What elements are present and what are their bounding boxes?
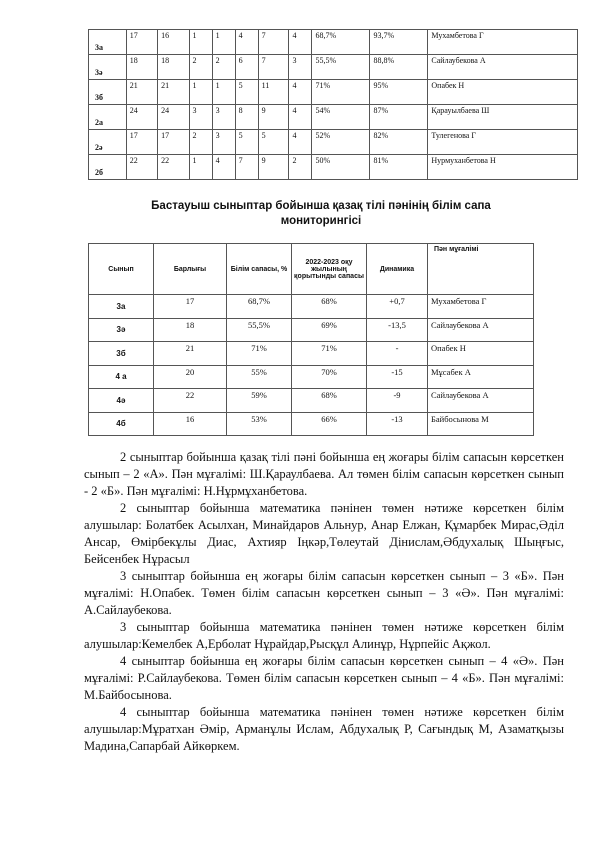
table-cell: 4	[289, 30, 312, 55]
table-cell: Қарауылбаева Ш	[428, 105, 578, 130]
table-cell: 22	[154, 389, 227, 413]
table-cell: 55,5%	[227, 318, 292, 342]
table-cell: 4	[235, 30, 258, 55]
section-title: Бастауыш сыныптар бойынша қазақ тілі пәнінің білім сапа мониторингісі	[151, 200, 491, 227]
table-cell: 3ә	[89, 318, 154, 342]
table-cell: 2б	[89, 155, 127, 180]
table-cell: Тулегенова Г	[428, 130, 578, 155]
table-cell: 93,7%	[370, 30, 428, 55]
table-cell: 5	[235, 130, 258, 155]
table-cell: 24	[158, 105, 189, 130]
table-cell: -9	[367, 389, 428, 413]
table-cell: 3а	[89, 30, 127, 55]
column-header: Барлығы	[154, 244, 227, 295]
paragraph: 2 сыныптар бойынша математика пәнінен төмен нәтиже көрсеткен білім алушылар: Болатбек Асылхан, Минайдаров Альнур, Анар Елжан, Құмарбек Мирас,Әділ Ансар, Өмірбекұлы Диас, Ахтияр Іңкәр,Төлеутай Дінислам,Әбдухалық Шыңғыс, Бейсенбек Нұрасыл	[84, 501, 564, 566]
table-cell: 1	[189, 80, 212, 105]
table-cell: Нурмуханбетова Н	[428, 155, 578, 180]
table-cell: 4	[289, 80, 312, 105]
table-cell: 22	[126, 155, 157, 180]
table-cell: 11	[258, 80, 289, 105]
table-cell: 7	[258, 55, 289, 80]
table-row	[89, 365, 534, 389]
table-row	[89, 412, 534, 436]
table-cell: 21	[126, 80, 157, 105]
table-cell: 59%	[227, 389, 292, 413]
table-cell: 18	[158, 55, 189, 80]
table-cell: 68,7%	[312, 30, 370, 55]
table-cell: 55,5%	[312, 55, 370, 80]
table-row	[89, 130, 578, 155]
table-row	[89, 318, 534, 342]
table-cell: 3б	[89, 342, 154, 366]
table-cell: 54%	[312, 105, 370, 130]
table-cell: 53%	[227, 412, 292, 436]
table-cell: 1	[212, 80, 235, 105]
table-cell: Опабек Н	[428, 80, 578, 105]
column-header: Сынып	[89, 244, 154, 295]
table-cell: 2ә	[89, 130, 127, 155]
table-cell: 18	[126, 55, 157, 80]
table-cell: Сайлаубекова А	[428, 318, 534, 342]
table-cell: 3	[289, 55, 312, 80]
table-cell: 22	[158, 155, 189, 180]
table-cell: 68%	[292, 295, 367, 319]
table-cell: 9	[258, 155, 289, 180]
column-header: Динамика	[367, 244, 428, 295]
table-cell: 8	[235, 105, 258, 130]
table-cell: 81%	[370, 155, 428, 180]
table-header-row	[89, 244, 534, 295]
table-row	[89, 155, 578, 180]
table-cell: 1	[189, 155, 212, 180]
table-row	[89, 30, 578, 55]
table-cell: 9	[258, 105, 289, 130]
monitoring-table	[88, 243, 534, 436]
table-row	[89, 80, 578, 105]
table-row	[89, 295, 534, 319]
table-cell: 17	[154, 295, 227, 319]
table-cell: 2	[189, 55, 212, 80]
table-cell: Сайлаубекова А	[428, 55, 578, 80]
table-cell: -15	[367, 365, 428, 389]
table-cell: 70%	[292, 365, 367, 389]
table-cell: 24	[126, 105, 157, 130]
table-cell: 52%	[312, 130, 370, 155]
results-table	[88, 29, 578, 180]
table-cell: 88,8%	[370, 55, 428, 80]
table-cell: 4ә	[89, 389, 154, 413]
table-cell: 4б	[89, 412, 154, 436]
table-cell: 4	[212, 155, 235, 180]
table-cell: 3	[212, 105, 235, 130]
paragraph: 2 сыныптар бойынша қазақ тілі пәні бойынша ең жоғары білім сапасын көрсеткен сынып – 2 «А». Пән мұғалімі: Ш.Қараулбаева. Ал төмен білім сапасын көрсеткен сынып - 2 «Б». Пән мұғалімі: Н.Нұрмұханбетова.	[84, 450, 564, 498]
table-cell: 7	[258, 30, 289, 55]
table-cell: Мухамбетова Г	[428, 30, 578, 55]
table-cell: 3	[212, 130, 235, 155]
column-header: Пән мұғалімі	[428, 244, 534, 295]
column-header: 2022-2023 оқу жылының қорытынды сапасы	[292, 244, 367, 295]
paragraph: 3 сыныптар бойынша ең жоғары білім сапасын көрсеткен сынып – 3 «Б». Пән мұғалімі: Н.Опабек. Төмен білім сапасын көрсеткен сынып – 3 «Ә». Пән мұғалімі: А.Сайлаубекова.	[84, 569, 564, 617]
table-cell: -13,5	[367, 318, 428, 342]
table-cell: Байбосынова М	[428, 412, 534, 436]
table-cell: 16	[154, 412, 227, 436]
body-text	[84, 449, 564, 755]
table-cell: 68%	[292, 389, 367, 413]
table-cell: 16	[158, 30, 189, 55]
table-cell: 3	[189, 105, 212, 130]
table-cell: 2	[212, 55, 235, 80]
table-cell: 55%	[227, 365, 292, 389]
table-cell: -	[367, 342, 428, 366]
table-cell: 66%	[292, 412, 367, 436]
paragraph: 3 сыныптар бойынша математика пәнінен төмен нәтиже көрсеткен білім алушылар:Кемелбек А,Ерболат Нұрайдар,Рысқұл Алинұр, Нұрпейіс Ақжол.	[84, 620, 564, 651]
table-cell: 17	[126, 130, 157, 155]
table-cell: 18	[154, 318, 227, 342]
table-row	[89, 105, 578, 130]
table-cell: 3ә	[89, 55, 127, 80]
table-cell: 68,7%	[227, 295, 292, 319]
paragraph: 4 сыныптар бойынша ең жоғары білім сапасын көрсеткен сынып – 4 «Ә». Пән мұғалімі: Р.Сайлаубекова. Төмен білім сапасын көрсеткен сынып – 4 «Б». Пән мұғалімі: М.Байбосынова.	[84, 654, 564, 702]
table-cell: 2	[289, 155, 312, 180]
table-cell: 21	[154, 342, 227, 366]
column-header: Білім сапасы, %	[227, 244, 292, 295]
table-cell: 1	[189, 30, 212, 55]
table-cell: 21	[158, 80, 189, 105]
table-cell: Мұсабек А	[428, 365, 534, 389]
table-row	[89, 55, 578, 80]
table-cell: 95%	[370, 80, 428, 105]
table-cell: 3б	[89, 80, 127, 105]
table-cell: 20	[154, 365, 227, 389]
table-cell: 7	[235, 155, 258, 180]
table-cell: 1	[212, 30, 235, 55]
table-row	[89, 389, 534, 413]
table-cell: 4	[289, 130, 312, 155]
table-cell: Мухамбетова Г	[428, 295, 534, 319]
table-cell: 2а	[89, 105, 127, 130]
table-cell: 87%	[370, 105, 428, 130]
table-cell: 50%	[312, 155, 370, 180]
table-cell: 6	[235, 55, 258, 80]
table-cell: 2	[189, 130, 212, 155]
table-cell: 5	[258, 130, 289, 155]
table-cell: 17	[126, 30, 157, 55]
table-cell: 82%	[370, 130, 428, 155]
table-cell: -13	[367, 412, 428, 436]
table-row	[89, 342, 534, 366]
table-cell: 71%	[227, 342, 292, 366]
table-cell: 71%	[292, 342, 367, 366]
table-cell: 17	[158, 130, 189, 155]
table-cell: 5	[235, 80, 258, 105]
table-cell: Опабек Н	[428, 342, 534, 366]
table-cell: Сайлаубекова А	[428, 389, 534, 413]
table-cell: 4	[289, 105, 312, 130]
table-cell: 71%	[312, 80, 370, 105]
table-cell: 3а	[89, 295, 154, 319]
table-cell: +0,7	[367, 295, 428, 319]
table-cell: 4 а	[89, 365, 154, 389]
paragraph: 4 сыныптар бойынша математика пәнінен төмен нәтиже көрсеткен білім алушылар:Мұратхан Әмір, Арманұлы Ислам, Абдухалық Р, Сағындық М, Азаматқызы Мадина,Сапарбай Айкөркем.	[84, 705, 564, 753]
table-cell: 69%	[292, 318, 367, 342]
